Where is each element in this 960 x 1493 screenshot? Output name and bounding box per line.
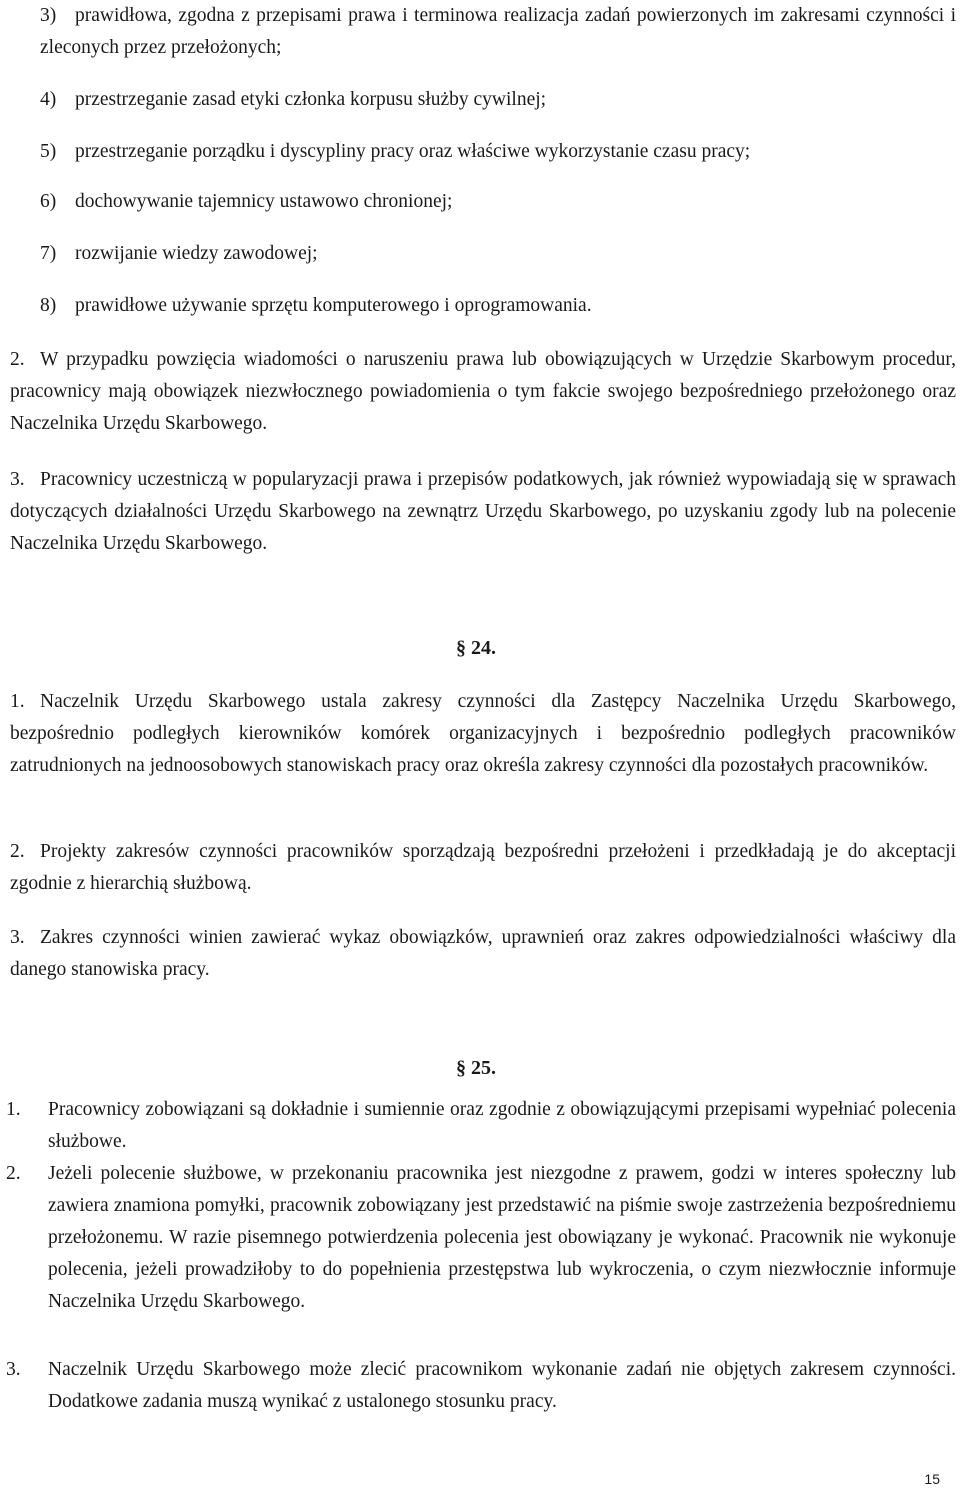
list-item-text: prawidłowa, zgodna z przepisami prawa i terminowa realizacja zadań powierzonych im zakresami czynności i zleconych przez przełożonych; bbox=[40, 5, 956, 58]
list-item-number: 6) bbox=[40, 191, 57, 212]
paragraph bbox=[10, 344, 956, 440]
paragraph-number: 2. bbox=[6, 1163, 21, 1184]
list-item-text: dochowywanie tajemnicy ustawowo chronionej; bbox=[75, 191, 453, 212]
paragraph bbox=[10, 922, 956, 986]
paragraph-number: 3. bbox=[10, 927, 25, 948]
paragraph-number: 2. bbox=[10, 349, 25, 370]
section-heading: § 24. bbox=[456, 637, 496, 659]
paragraph-number: 2. bbox=[10, 841, 25, 862]
list-item-text: przestrzeganie porządku i dyscypliny pracy oraz właściwe wykorzystanie czasu pracy; bbox=[75, 141, 751, 162]
list-item-number: 4) bbox=[40, 89, 57, 110]
list-item-number: 3) bbox=[40, 5, 57, 26]
paragraph bbox=[6, 1094, 956, 1158]
paragraph bbox=[10, 464, 956, 560]
paragraph bbox=[6, 1158, 956, 1318]
list-item bbox=[40, 238, 956, 270]
paragraph-number: 3. bbox=[10, 469, 25, 490]
paragraph bbox=[10, 836, 956, 900]
paragraph bbox=[10, 686, 956, 782]
paragraph-text: Zakres czynności winien zawierać wykaz obowiązków, uprawnień oraz zakres odpowiedzialności właściwy dla danego stanowiska pracy. bbox=[10, 927, 956, 980]
paragraph-text: Pracownicy uczestniczą w popularyzacji prawa i przepisów podatkowych, jak również wypowiadają się w sprawach dotyczących działalności Urzędu Skarbowego na zewnątrz Urzędu Skarbowego, po uzyskaniu zgody lub na polecenie Naczelnika Urzędu Skarbowego. bbox=[10, 469, 956, 554]
paragraph-text: W przypadku powzięcia wiadomości o naruszeniu prawa lub obowiązujących w Urzędzie Skarbowym procedur, pracownicy mają obowiązek niezwłocznego powiadomienia o tym fakcie swojego bezpośredniego przełożonego oraz Naczelnika Urzędu Skarbowego. bbox=[10, 349, 956, 434]
page-number: 15 bbox=[924, 1471, 940, 1487]
list-item bbox=[40, 0, 956, 64]
paragraph-number: 1. bbox=[6, 1099, 21, 1120]
list-item bbox=[40, 186, 956, 218]
paragraph-number: 1. bbox=[10, 691, 25, 712]
list-item-number: 8) bbox=[40, 295, 57, 316]
section-heading: § 25. bbox=[456, 1057, 496, 1079]
list-item-text: przestrzeganie zasad etyki członka korpusu służby cywilnej; bbox=[75, 89, 547, 110]
paragraph-number: 3. bbox=[6, 1359, 21, 1380]
paragraph-text: Naczelnik Urzędu Skarbowego ustala zakresy czynności dla Zastępcy Naczelnika Urzędu Skarbowego, bezpośrednio podległych kierowników komórek organizacyjnych i bezpośrednio podległych pracowników zatrudnionych na jednoosobowych stanowiskach pracy oraz określa zakresy czynności dla pozostałych pracowników. bbox=[10, 691, 956, 776]
list-item bbox=[40, 290, 956, 322]
list-item-number: 7) bbox=[40, 243, 57, 264]
paragraph-text: Pracownicy zobowiązani są dokładnie i sumiennie oraz zgodnie z obowiązującymi przepisami wypełniać polecenia służbowe. bbox=[48, 1099, 956, 1152]
list-item bbox=[40, 136, 956, 168]
paragraph-text: Naczelnik Urzędu Skarbowego może zlecić pracownikom wykonanie zadań nie objętych zakresem czynności. Dodatkowe zadania muszą wynikać z ustalonego stosunku pracy. bbox=[48, 1359, 956, 1412]
list-item-number: 5) bbox=[40, 141, 57, 162]
paragraph bbox=[6, 1354, 956, 1418]
paragraph-text: Jeżeli polecenie służbowe, w przekonaniu pracownika jest niezgodne z prawem, godzi w interes społeczny lub zawiera znamiona pomyłki, pracownik zobowiązany jest przedstawić na piśmie swoje zastrzeżenia bezpośredniemu przełożonemu. W razie pisemnego potwierdzenia polecenia jest obowiązany je wykonać. Pracownik nie wykonuje polecenia, jeżeli prowadziłoby to do popełnienia przestępstwa lub wykroczenia, o czym niezwłocznie informuje Naczelnika Urzędu Skarbowego. bbox=[48, 1163, 956, 1312]
paragraph-text: Projekty zakresów czynności pracowników sporządzają bezpośredni przełożeni i przedkładają je do akceptacji zgodnie z hierarchią służbową. bbox=[10, 841, 956, 894]
list-item-text: prawidłowe używanie sprzętu komputerowego i oprogramowania. bbox=[75, 295, 592, 316]
list-item bbox=[40, 84, 956, 116]
list-item-text: rozwijanie wiedzy zawodowej; bbox=[75, 243, 318, 264]
